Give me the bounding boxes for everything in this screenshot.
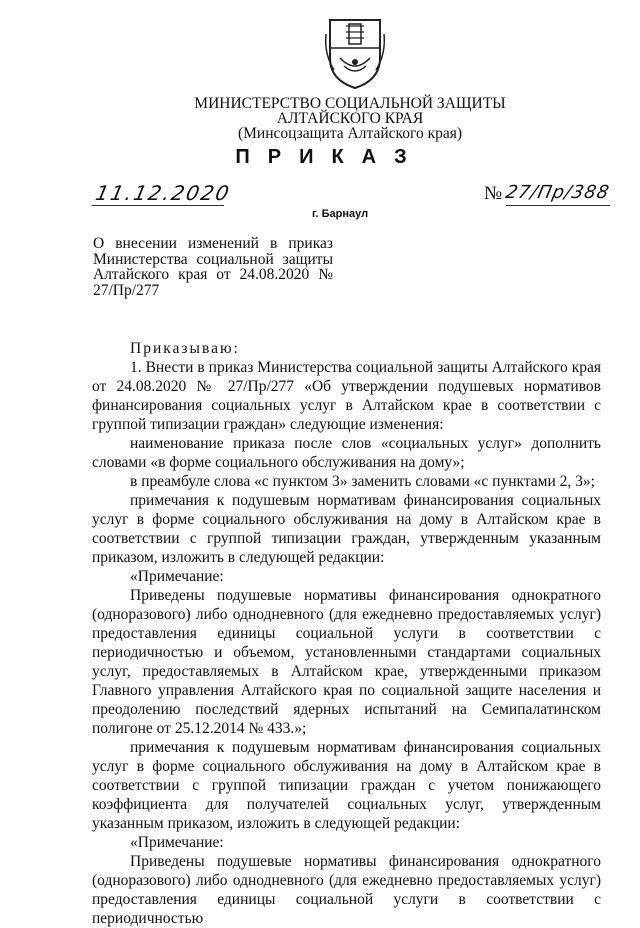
body-paragraph: «Примечание: <box>130 568 224 585</box>
number-underline <box>506 205 610 206</box>
order-intro: Приказываю: <box>130 340 240 357</box>
number-label: № <box>484 183 503 204</box>
body-paragraph: «Примечание: <box>130 834 224 851</box>
body-paragraph: примечания к подушевым нормативам финансирования социальных услуг в форме социального обслуживания на дому в Алтайском крае в соответствии с группой типизации граждан, утвержденным указанным приказом, изложить в следующей редакции: <box>92 492 601 566</box>
ministry-name-line-2: АЛТАЙСКОГО КРАЯ <box>276 110 424 127</box>
coat-of-arms-icon <box>322 14 388 90</box>
city-name: г. Барнаул <box>312 208 369 220</box>
body-paragraph: примечания к подушевым нормативам финансирования социальных услуг в форме социального обслуживания на дому в Алтайском крае в соответствии с группой типизации граждан с учетом понижающего коэффициента для получателей социальных услуг, утвержденным указанным приказом, изложить в следующей редакции: <box>92 739 601 832</box>
document-title: ПРИКАЗ <box>235 146 425 168</box>
document-subject: О внесении изменений в приказ Министерства социальной защиты Алтайского края от 24.08.2020 № 27/Пр/277 <box>93 235 333 299</box>
date-underline <box>92 205 224 206</box>
ministry-short-name: (Минсоцзащита Алтайского края) <box>237 125 463 142</box>
body-paragraph: Приведены подушевые нормативы финансирования однократного (одноразового) либо однодневного (для ежедневно предоставляемых услуг) предоставления единицы социальной услуги в соответствии с периодичностью и объемом, установленными стандартами социальных услуг, предоставляемых в Алтайском крае, утвержденными приказом Главного управления Алтайского края по социальной защите населения и преодолению последствий ядерных испытаний на Семипалатинском полигоне от 25.12.2014 № 433.»; <box>92 587 601 737</box>
body-paragraph: 1. Внести в приказ Министерства социальной защиты Алтайского края от 24.08.2020 № 27/Пр/277 «Об утверждении подушевых нормативов финансирования социальных услуг в Алтайском крае в соответствии с группой типизации граждан» следующие изменения: <box>92 359 601 433</box>
document-number: 27/Пр/388 <box>503 182 612 203</box>
body-paragraph: Приведены подушевые нормативы финансирования однократного (одноразового) либо однодневного (для ежедневно предоставляемых услуг) предоставления единицы социальной услуги в соответствии с периодичностью <box>92 853 601 927</box>
document-body <box>92 339 601 928</box>
ministry-name-line-1: МИНИСТЕРСТВО СОЦИАЛЬНОЙ ЗАЩИТЫ <box>194 95 506 112</box>
body-paragraph: наименование приказа после слов «социальных услуг» дополнить словами «в форме социального обслуживания на дому»; <box>92 435 601 471</box>
document-date: 11.12.2020 <box>93 181 234 205</box>
body-paragraph: в преамбуле слова «с пунктом 3» заменить словами «с пунктами 2, 3»; <box>130 473 595 490</box>
